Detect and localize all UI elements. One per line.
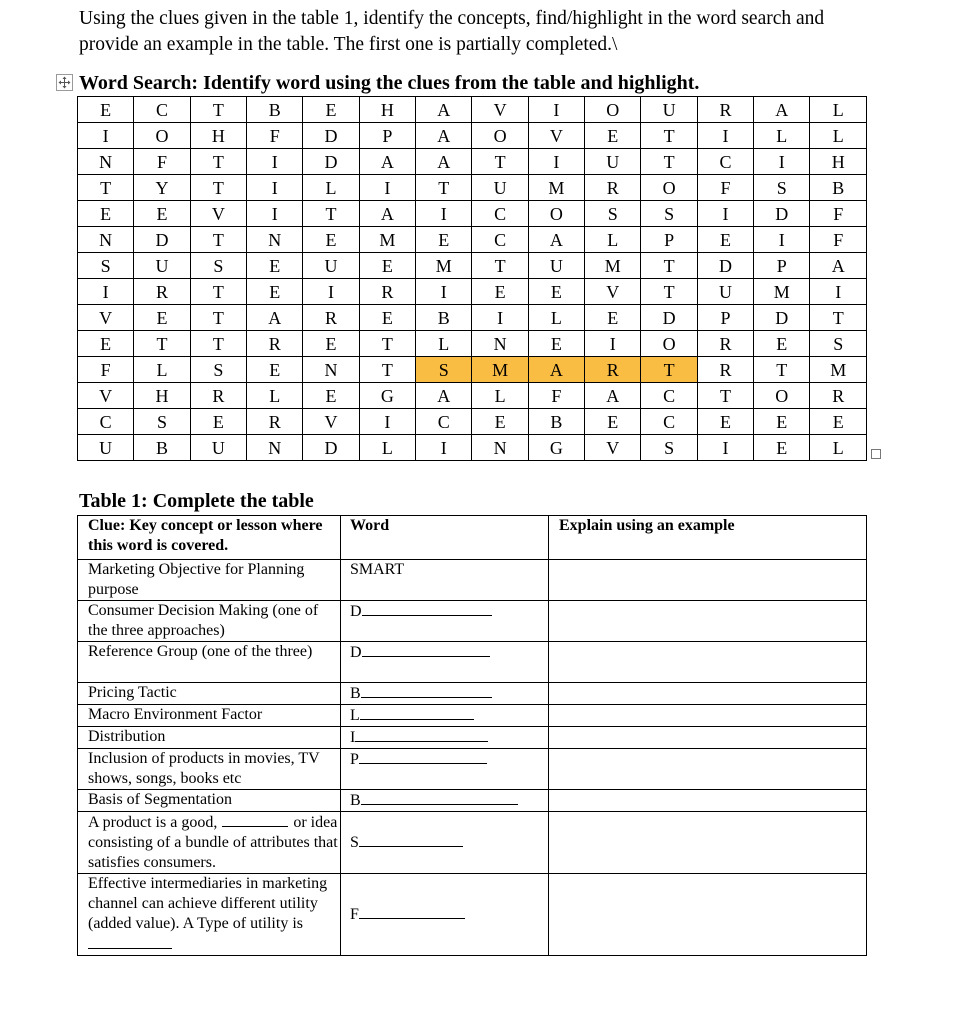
grid-letter-cell[interactable]: I xyxy=(528,149,584,175)
grid-letter-cell[interactable]: V xyxy=(190,201,246,227)
grid-letter-cell[interactable]: O xyxy=(641,175,697,201)
grid-letter-cell[interactable]: R xyxy=(190,383,246,409)
grid-letter-cell[interactable]: E xyxy=(303,227,359,253)
grid-letter-cell[interactable]: O xyxy=(528,201,584,227)
grid-letter-cell[interactable]: T xyxy=(190,149,246,175)
word-cell[interactable] xyxy=(341,874,549,956)
grid-letter-cell[interactable]: L xyxy=(810,123,867,149)
grid-letter-cell[interactable]: T xyxy=(190,175,246,201)
grid-letter-cell[interactable]: N xyxy=(78,149,134,175)
grid-letter-cell[interactable]: V xyxy=(585,435,641,461)
grid-row xyxy=(78,149,867,175)
clue-cell: Reference Group (one of the three) xyxy=(78,642,341,683)
clue-text-c: idea consisting of a bundle of attributes that satisfies consumers. xyxy=(88,814,338,871)
grid-letter-cell[interactable]: S xyxy=(416,357,472,383)
grid-row xyxy=(78,383,867,409)
grid-letter-cell[interactable]: I xyxy=(247,201,303,227)
grid-letter-cell[interactable]: T xyxy=(190,331,246,357)
table1-title: Table 1: Complete the table xyxy=(79,490,314,512)
grid-letter-cell[interactable]: H xyxy=(359,97,415,123)
grid-letter-cell[interactable]: E xyxy=(528,279,584,305)
example-cell[interactable] xyxy=(549,601,867,642)
grid-letter-cell[interactable]: P xyxy=(641,227,697,253)
clues-table xyxy=(77,515,867,956)
clue-cell: Pricing Tactic xyxy=(78,683,341,705)
example-cell[interactable] xyxy=(549,749,867,790)
grid-letter-cell[interactable]: E xyxy=(472,409,528,435)
grid-row xyxy=(78,227,867,253)
grid-letter-cell[interactable]: T xyxy=(190,305,246,331)
grid-letter-cell[interactable]: V xyxy=(78,305,134,331)
grid-letter-cell[interactable]: R xyxy=(697,97,753,123)
grid-letter-cell[interactable]: N xyxy=(472,331,528,357)
grid-letter-cell[interactable]: D xyxy=(303,123,359,149)
grid-letter-cell[interactable]: T xyxy=(190,227,246,253)
grid-letter-cell[interactable]: L xyxy=(303,175,359,201)
grid-letter-cell[interactable]: E xyxy=(585,409,641,435)
clue-cell xyxy=(78,812,341,874)
grid-letter-cell[interactable]: A xyxy=(585,383,641,409)
grid-letter-cell[interactable]: B xyxy=(528,409,584,435)
example-cell[interactable] xyxy=(549,642,867,683)
grid-letter-cell[interactable]: B xyxy=(810,175,867,201)
example-cell[interactable] xyxy=(549,683,867,705)
grid-letter-cell[interactable]: A xyxy=(416,149,472,175)
clue-cell: Macro Environment Factor xyxy=(78,705,341,727)
grid-letter-cell[interactable]: I xyxy=(697,435,753,461)
word-answer: F xyxy=(350,906,359,923)
grid-letter-cell[interactable]: E xyxy=(585,123,641,149)
word-search-grid xyxy=(77,96,867,461)
clue-cell: Marketing Objective for Planning purpose xyxy=(78,560,341,601)
grid-letter-cell[interactable]: D xyxy=(303,435,359,461)
word-search-title: Word Search: Identify word using the clues from the table and highlight. xyxy=(79,72,700,94)
grid-letter-cell[interactable]: E xyxy=(585,305,641,331)
clue-cell: Consumer Decision Making (one of the three approaches) xyxy=(78,601,341,642)
grid-letter-cell[interactable]: O xyxy=(754,383,810,409)
grid-letter-cell[interactable]: D xyxy=(134,227,190,253)
word-cell[interactable] xyxy=(341,790,549,812)
grid-row xyxy=(78,305,867,331)
grid-letter-cell[interactable]: A xyxy=(528,357,584,383)
grid-letter-cell[interactable]: N xyxy=(78,227,134,253)
grid-letter-cell[interactable]: O xyxy=(134,123,190,149)
example-cell[interactable] xyxy=(549,727,867,749)
grid-letter-cell[interactable]: T xyxy=(359,357,415,383)
grid-letter-cell[interactable]: V xyxy=(78,383,134,409)
grid-letter-cell[interactable]: S xyxy=(585,201,641,227)
grid-letter-cell[interactable]: I xyxy=(416,435,472,461)
grid-row xyxy=(78,331,867,357)
grid-letter-cell[interactable]: T xyxy=(641,149,697,175)
grid-letter-cell[interactable]: M xyxy=(585,253,641,279)
grid-letter-cell[interactable]: E xyxy=(78,97,134,123)
grid-letter-cell[interactable]: I xyxy=(416,201,472,227)
grid-letter-cell[interactable]: M xyxy=(528,175,584,201)
grid-letter-cell[interactable]: U xyxy=(190,435,246,461)
grid-letter-cell[interactable]: T xyxy=(641,253,697,279)
grid-letter-cell[interactable]: N xyxy=(247,227,303,253)
grid-letter-cell[interactable]: V xyxy=(472,97,528,123)
grid-letter-cell[interactable]: L xyxy=(810,97,867,123)
grid-letter-cell[interactable]: L xyxy=(247,383,303,409)
word-answer: L xyxy=(350,707,360,724)
grid-letter-cell[interactable]: I xyxy=(754,149,810,175)
grid-letter-cell[interactable]: F xyxy=(810,227,867,253)
grid-letter-cell[interactable]: A xyxy=(359,149,415,175)
grid-letter-cell[interactable]: E xyxy=(754,331,810,357)
grid-letter-cell[interactable]: H xyxy=(134,383,190,409)
header-example: Explain using an example xyxy=(549,516,867,560)
word-cell[interactable] xyxy=(341,812,549,874)
grid-letter-cell[interactable]: T xyxy=(697,383,753,409)
header-clue: Clue: Key concept or lesson where this word is covered. xyxy=(78,516,341,560)
grid-letter-cell[interactable]: A xyxy=(754,97,810,123)
word-answer: B xyxy=(350,792,361,809)
grid-letter-cell[interactable]: B xyxy=(416,305,472,331)
grid-letter-cell[interactable]: U xyxy=(585,149,641,175)
grid-letter-cell[interactable]: A xyxy=(416,97,472,123)
grid-letter-cell[interactable]: C xyxy=(472,201,528,227)
word-answer: SMART xyxy=(350,561,405,578)
grid-letter-cell[interactable]: F xyxy=(810,201,867,227)
grid-letter-cell[interactable]: S xyxy=(190,253,246,279)
grid-letter-cell[interactable]: E xyxy=(303,331,359,357)
grid-letter-cell[interactable]: T xyxy=(78,175,134,201)
grid-letter-cell[interactable]: T xyxy=(641,357,697,383)
example-cell[interactable] xyxy=(549,560,867,601)
grid-letter-cell[interactable]: R xyxy=(697,357,753,383)
grid-letter-cell[interactable]: U xyxy=(78,435,134,461)
grid-letter-cell[interactable]: E xyxy=(416,227,472,253)
grid-letter-cell[interactable]: R xyxy=(810,383,867,409)
grid-letter-cell[interactable]: M xyxy=(472,357,528,383)
table-resize-handle[interactable] xyxy=(871,449,881,459)
grid-letter-cell[interactable]: D xyxy=(754,201,810,227)
grid-letter-cell[interactable]: I xyxy=(303,279,359,305)
grid-letter-cell[interactable]: U xyxy=(697,279,753,305)
instructions-text: Using the clues given in the table 1, identify the concepts, find/highlight in the word search and provide an example in the table. The first one is partially completed.\ xyxy=(79,8,825,55)
grid-letter-cell[interactable]: E xyxy=(810,409,867,435)
grid-letter-cell[interactable]: T xyxy=(190,279,246,305)
grid-letter-cell[interactable]: T xyxy=(754,357,810,383)
example-cell[interactable] xyxy=(549,874,867,956)
grid-letter-cell[interactable]: V xyxy=(528,123,584,149)
grid-letter-cell[interactable]: I xyxy=(528,97,584,123)
grid-letter-cell[interactable]: I xyxy=(78,279,134,305)
word-cell[interactable] xyxy=(341,642,549,683)
grid-letter-cell[interactable]: T xyxy=(303,201,359,227)
word-cell[interactable] xyxy=(341,601,549,642)
grid-letter-cell[interactable]: E xyxy=(78,201,134,227)
example-cell[interactable] xyxy=(549,812,867,874)
grid-letter-cell[interactable]: R xyxy=(697,331,753,357)
grid-letter-cell[interactable]: U xyxy=(303,253,359,279)
grid-letter-cell[interactable]: S xyxy=(78,253,134,279)
clue-cell: Inclusion of products in movies, TV shows, songs, books etc xyxy=(78,749,341,790)
grid-letter-cell[interactable]: H xyxy=(190,123,246,149)
grid-letter-cell[interactable]: L xyxy=(754,123,810,149)
header-word: Word xyxy=(341,516,549,560)
grid-letter-cell[interactable]: C xyxy=(416,409,472,435)
clue-text-a: Effective intermediaries in marketing channel can achieve different utility (added value). A Type of utility is xyxy=(88,875,328,932)
grid-row xyxy=(78,175,867,201)
grid-letter-cell[interactable]: C xyxy=(641,409,697,435)
grid-letter-cell[interactable]: T xyxy=(472,253,528,279)
grid-letter-cell[interactable]: G xyxy=(528,435,584,461)
grid-row xyxy=(78,409,867,435)
grid-letter-cell[interactable]: S xyxy=(190,357,246,383)
grid-letter-cell[interactable]: V xyxy=(585,279,641,305)
grid-letter-cell[interactable]: H xyxy=(810,149,867,175)
grid-letter-cell[interactable]: E xyxy=(359,305,415,331)
grid-letter-cell[interactable]: U xyxy=(134,253,190,279)
grid-letter-cell[interactable]: E xyxy=(754,435,810,461)
grid-letter-cell[interactable]: I xyxy=(754,227,810,253)
word-answer: B xyxy=(350,685,361,702)
grid-letter-cell[interactable]: F xyxy=(697,175,753,201)
grid-row xyxy=(78,435,867,461)
grid-row xyxy=(78,97,867,123)
clue-cell xyxy=(78,874,341,956)
word-cell[interactable] xyxy=(341,727,549,749)
clue-text-b: or xyxy=(293,814,307,831)
grid-letter-cell[interactable]: C xyxy=(697,149,753,175)
grid-letter-cell[interactable]: A xyxy=(416,383,472,409)
grid-letter-cell[interactable]: A xyxy=(810,253,867,279)
grid-letter-cell[interactable]: M xyxy=(416,253,472,279)
grid-letter-cell[interactable]: I xyxy=(697,123,753,149)
grid-letter-cell[interactable]: M xyxy=(359,227,415,253)
grid-letter-cell[interactable]: F xyxy=(78,357,134,383)
grid-letter-cell[interactable]: N xyxy=(472,435,528,461)
grid-row xyxy=(78,123,867,149)
grid-letter-cell[interactable]: L xyxy=(528,305,584,331)
grid-letter-cell[interactable]: A xyxy=(416,123,472,149)
clue-text-a: A product is a good, xyxy=(88,814,218,831)
grid-letter-cell[interactable]: O xyxy=(472,123,528,149)
grid-letter-cell[interactable]: T xyxy=(134,331,190,357)
grid-letter-cell[interactable]: S xyxy=(641,435,697,461)
grid-letter-cell[interactable]: T xyxy=(641,279,697,305)
grid-letter-cell[interactable]: E xyxy=(754,409,810,435)
grid-letter-cell[interactable]: U xyxy=(528,253,584,279)
grid-letter-cell[interactable]: I xyxy=(247,175,303,201)
grid-letter-cell[interactable]: U xyxy=(641,97,697,123)
grid-letter-cell[interactable]: T xyxy=(416,175,472,201)
grid-letter-cell[interactable]: I xyxy=(585,331,641,357)
grid-letter-cell[interactable]: T xyxy=(190,97,246,123)
grid-letter-cell[interactable]: I xyxy=(78,123,134,149)
grid-letter-cell[interactable]: R xyxy=(134,279,190,305)
grid-letter-cell[interactable]: D xyxy=(697,253,753,279)
grid-letter-cell[interactable]: G xyxy=(359,383,415,409)
grid-letter-cell[interactable]: D xyxy=(303,149,359,175)
grid-letter-cell[interactable]: A xyxy=(528,227,584,253)
grid-letter-cell[interactable]: R xyxy=(303,305,359,331)
grid-letter-cell[interactable]: E xyxy=(303,383,359,409)
grid-letter-cell[interactable]: T xyxy=(641,123,697,149)
grid-letter-cell[interactable]: R xyxy=(247,409,303,435)
grid-letter-cell[interactable]: L xyxy=(416,331,472,357)
word-answer: S xyxy=(350,834,359,851)
grid-row xyxy=(78,201,867,227)
grid-letter-cell[interactable]: R xyxy=(585,175,641,201)
grid-letter-cell[interactable]: C xyxy=(78,409,134,435)
grid-letter-cell[interactable]: L xyxy=(810,435,867,461)
grid-letter-cell[interactable]: E xyxy=(134,305,190,331)
grid-letter-cell[interactable]: S xyxy=(134,409,190,435)
grid-letter-cell[interactable]: I xyxy=(359,175,415,201)
grid-letter-cell[interactable]: Y xyxy=(134,175,190,201)
grid-letter-cell[interactable]: N xyxy=(247,435,303,461)
word-cell[interactable] xyxy=(341,705,549,727)
clue-cell: Distribution xyxy=(78,727,341,749)
grid-letter-cell[interactable]: E xyxy=(472,279,528,305)
grid-letter-cell[interactable]: E xyxy=(78,331,134,357)
grid-letter-cell[interactable]: E xyxy=(303,97,359,123)
grid-letter-cell[interactable]: T xyxy=(359,331,415,357)
grid-letter-cell[interactable]: I xyxy=(472,305,528,331)
word-answer: I xyxy=(350,729,356,746)
grid-letter-cell[interactable]: D xyxy=(754,305,810,331)
grid-letter-cell[interactable]: R xyxy=(585,357,641,383)
example-cell[interactable] xyxy=(549,705,867,727)
grid-letter-cell[interactable]: C xyxy=(134,97,190,123)
grid-letter-cell[interactable]: E xyxy=(359,253,415,279)
grid-letter-cell[interactable]: F xyxy=(134,149,190,175)
table-move-handle[interactable] xyxy=(56,74,73,91)
grid-letter-cell[interactable]: T xyxy=(472,149,528,175)
grid-letter-cell[interactable]: T xyxy=(810,305,867,331)
word-answer: D xyxy=(350,644,362,661)
grid-letter-cell[interactable]: I xyxy=(359,409,415,435)
grid-letter-cell[interactable]: A xyxy=(247,305,303,331)
grid-letter-cell[interactable]: P xyxy=(754,253,810,279)
grid-letter-cell[interactable]: I xyxy=(697,201,753,227)
grid-letter-cell[interactable]: S xyxy=(754,175,810,201)
grid-letter-cell[interactable]: E xyxy=(697,409,753,435)
clue-cell: Basis of Segmentation xyxy=(78,790,341,812)
grid-letter-cell[interactable]: E xyxy=(697,227,753,253)
grid-letter-cell[interactable]: L xyxy=(585,227,641,253)
grid-letter-cell[interactable]: B xyxy=(134,435,190,461)
move-arrows-icon xyxy=(58,76,71,89)
word-answer: D xyxy=(350,603,362,620)
grid-letter-cell[interactable]: D xyxy=(641,305,697,331)
grid-letter-cell[interactable]: E xyxy=(247,279,303,305)
grid-letter-cell[interactable]: C xyxy=(472,227,528,253)
grid-letter-cell[interactable]: I xyxy=(810,279,867,305)
grid-letter-cell[interactable]: O xyxy=(585,97,641,123)
grid-letter-cell[interactable]: A xyxy=(359,201,415,227)
word-cell[interactable] xyxy=(341,560,549,601)
word-cell[interactable] xyxy=(341,749,549,790)
grid-letter-cell[interactable]: F xyxy=(528,383,584,409)
grid-letter-cell[interactable]: M xyxy=(810,357,867,383)
grid-letter-cell[interactable]: B xyxy=(247,97,303,123)
example-cell[interactable] xyxy=(549,790,867,812)
grid-letter-cell[interactable]: E xyxy=(247,357,303,383)
grid-letter-cell[interactable]: P xyxy=(359,123,415,149)
grid-letter-cell[interactable]: F xyxy=(247,123,303,149)
word-cell[interactable] xyxy=(341,683,549,705)
grid-row xyxy=(78,253,867,279)
grid-letter-cell[interactable]: E xyxy=(247,253,303,279)
grid-letter-cell[interactable]: C xyxy=(641,383,697,409)
grid-letter-cell[interactable]: L xyxy=(472,383,528,409)
grid-letter-cell[interactable]: E xyxy=(190,409,246,435)
grid-letter-cell[interactable]: L xyxy=(134,357,190,383)
grid-letter-cell[interactable]: I xyxy=(416,279,472,305)
grid-letter-cell[interactable]: N xyxy=(303,357,359,383)
grid-letter-cell[interactable]: S xyxy=(810,331,867,357)
grid-letter-cell[interactable]: E xyxy=(134,201,190,227)
grid-letter-cell[interactable]: O xyxy=(641,331,697,357)
word-answer: P xyxy=(350,751,359,768)
grid-letter-cell[interactable]: R xyxy=(359,279,415,305)
grid-letter-cell[interactable]: M xyxy=(754,279,810,305)
grid-letter-cell[interactable]: U xyxy=(472,175,528,201)
grid-letter-cell[interactable]: E xyxy=(528,331,584,357)
grid-letter-cell[interactable]: R xyxy=(247,331,303,357)
grid-letter-cell[interactable]: S xyxy=(641,201,697,227)
grid-row xyxy=(78,357,867,383)
grid-letter-cell[interactable]: L xyxy=(359,435,415,461)
grid-row xyxy=(78,279,867,305)
grid-letter-cell[interactable]: V xyxy=(303,409,359,435)
grid-letter-cell[interactable]: I xyxy=(247,149,303,175)
grid-letter-cell[interactable]: P xyxy=(697,305,753,331)
